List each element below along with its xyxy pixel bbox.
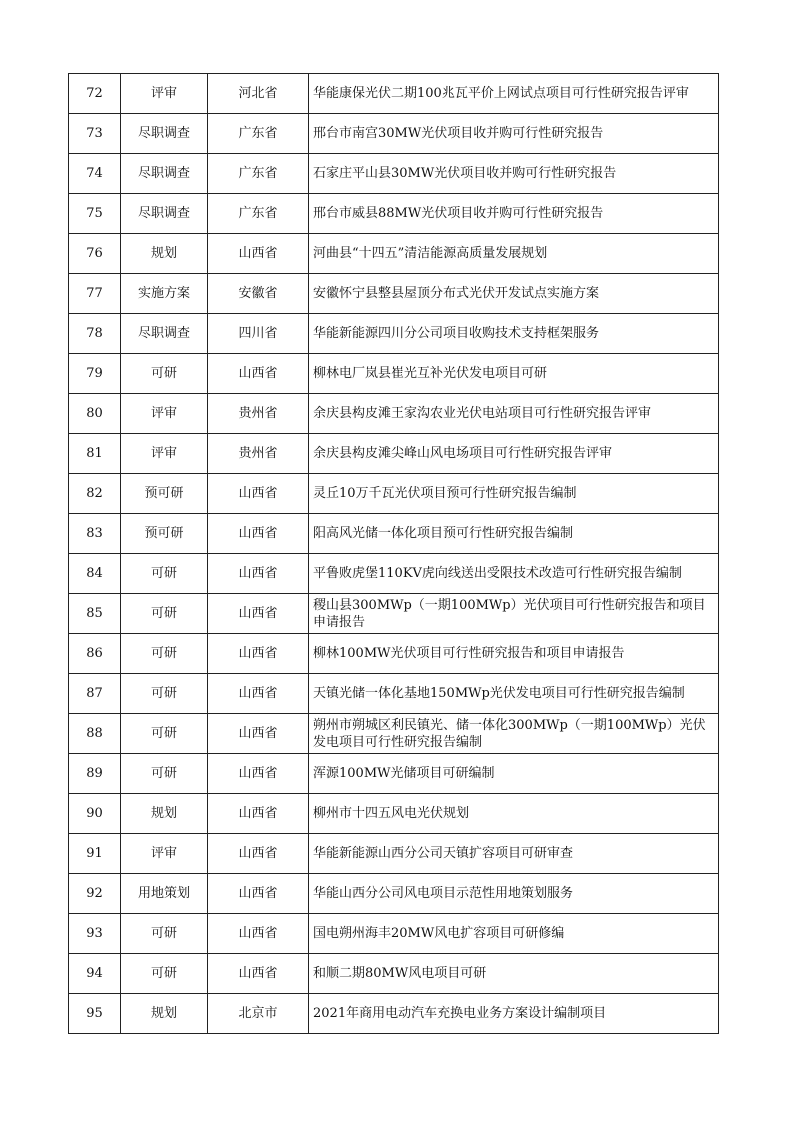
project-type-cell: 规划 [121, 994, 208, 1034]
project-name-cell: 浑源100MW光储项目可研编制 [309, 754, 719, 794]
table-row [69, 514, 719, 554]
project-type-cell: 可研 [121, 914, 208, 954]
project-name-cell: 稷山县300MWp（一期100MWp）光伏项目可行性研究报告和项目申请报告 [309, 594, 719, 634]
row-number-cell: 75 [69, 194, 121, 234]
project-name-cell: 柳林电厂岚县崔光互补光伏发电项目可研 [309, 354, 719, 394]
table-row [69, 434, 719, 474]
project-name-cell: 石家庄平山县30MW光伏项目收并购可行性研究报告 [309, 154, 719, 194]
project-type-cell: 评审 [121, 74, 208, 114]
project-type-cell: 预可研 [121, 474, 208, 514]
table-row [69, 474, 719, 514]
table-row [69, 914, 719, 954]
project-name-cell: 阳高风光储一体化项目预可行性研究报告编制 [309, 514, 719, 554]
project-name-cell: 河曲县“十四五”清洁能源高质量发展规划 [309, 234, 719, 274]
project-table-body [69, 74, 719, 1034]
project-name-cell: 余庆县构皮滩尖峰山风电场项目可行性研究报告评审 [309, 434, 719, 474]
row-number-cell: 88 [69, 714, 121, 754]
province-cell: 安徽省 [208, 274, 309, 314]
row-number-cell: 77 [69, 274, 121, 314]
project-table [68, 73, 719, 1034]
table-row [69, 594, 719, 634]
row-number-cell: 94 [69, 954, 121, 994]
row-number-cell: 78 [69, 314, 121, 354]
project-type-cell: 可研 [121, 634, 208, 674]
table-row [69, 74, 719, 114]
project-type-cell: 实施方案 [121, 274, 208, 314]
table-row [69, 114, 719, 154]
province-cell: 山西省 [208, 674, 309, 714]
project-type-cell: 可研 [121, 554, 208, 594]
project-type-cell: 可研 [121, 354, 208, 394]
row-number-cell: 84 [69, 554, 121, 594]
project-name-cell: 2021年商用电动汽车充换电业务方案设计编制项目 [309, 994, 719, 1034]
table-row [69, 154, 719, 194]
row-number-cell: 73 [69, 114, 121, 154]
project-type-cell: 尽职调查 [121, 314, 208, 354]
province-cell: 山西省 [208, 834, 309, 874]
table-row [69, 954, 719, 994]
table-row [69, 794, 719, 834]
project-type-cell: 评审 [121, 434, 208, 474]
row-number-cell: 80 [69, 394, 121, 434]
project-name-cell: 华能山西分公司风电项目示范性用地策划服务 [309, 874, 719, 914]
table-row [69, 994, 719, 1034]
row-number-cell: 90 [69, 794, 121, 834]
row-number-cell: 85 [69, 594, 121, 634]
project-type-cell: 评审 [121, 834, 208, 874]
project-type-cell: 可研 [121, 954, 208, 994]
project-type-cell: 用地策划 [121, 874, 208, 914]
project-name-cell: 华能新能源山西分公司天镇扩容项目可研审查 [309, 834, 719, 874]
province-cell: 山西省 [208, 594, 309, 634]
project-type-cell: 规划 [121, 234, 208, 274]
row-number-cell: 87 [69, 674, 121, 714]
table-row [69, 314, 719, 354]
project-type-cell: 尽职调查 [121, 154, 208, 194]
row-number-cell: 89 [69, 754, 121, 794]
table-row [69, 714, 719, 754]
province-cell: 四川省 [208, 314, 309, 354]
table-row [69, 874, 719, 914]
province-cell: 广东省 [208, 154, 309, 194]
province-cell: 山西省 [208, 634, 309, 674]
table-row [69, 554, 719, 594]
table-row [69, 674, 719, 714]
project-name-cell: 安徽怀宁县整县屋顶分布式光伏开发试点实施方案 [309, 274, 719, 314]
province-cell: 山西省 [208, 754, 309, 794]
project-name-cell: 邢台市威县88MW光伏项目收并购可行性研究报告 [309, 194, 719, 234]
province-cell: 山西省 [208, 554, 309, 594]
project-name-cell: 柳林100MW光伏项目可行性研究报告和项目申请报告 [309, 634, 719, 674]
project-name-cell: 灵丘10万千瓦光伏项目预可行性研究报告编制 [309, 474, 719, 514]
project-name-cell: 华能新能源四川分公司项目收购技术支持框架服务 [309, 314, 719, 354]
project-name-cell: 天镇光储一体化基地150MWp光伏发电项目可行性研究报告编制 [309, 674, 719, 714]
project-type-cell: 可研 [121, 594, 208, 634]
project-type-cell: 预可研 [121, 514, 208, 554]
table-row [69, 274, 719, 314]
row-number-cell: 86 [69, 634, 121, 674]
province-cell: 广东省 [208, 194, 309, 234]
province-cell: 山西省 [208, 234, 309, 274]
project-name-cell: 平鲁败虎堡110KV虎向线送出受限技术改造可行性研究报告编制 [309, 554, 719, 594]
province-cell: 山西省 [208, 954, 309, 994]
project-name-cell: 柳州市十四五风电光伏规划 [309, 794, 719, 834]
table-row [69, 194, 719, 234]
province-cell: 山西省 [208, 514, 309, 554]
province-cell: 山西省 [208, 474, 309, 514]
project-type-cell: 规划 [121, 794, 208, 834]
project-name-cell: 余庆县构皮滩王家沟农业光伏电站项目可行性研究报告评审 [309, 394, 719, 434]
project-type-cell: 尽职调查 [121, 114, 208, 154]
table-row [69, 394, 719, 434]
province-cell: 山西省 [208, 354, 309, 394]
province-cell: 山西省 [208, 914, 309, 954]
project-type-cell: 评审 [121, 394, 208, 434]
project-type-cell: 可研 [121, 714, 208, 754]
province-cell: 山西省 [208, 794, 309, 834]
province-cell: 广东省 [208, 114, 309, 154]
row-number-cell: 92 [69, 874, 121, 914]
province-cell: 山西省 [208, 714, 309, 754]
project-type-cell: 尽职调查 [121, 194, 208, 234]
row-number-cell: 93 [69, 914, 121, 954]
province-cell: 山西省 [208, 874, 309, 914]
row-number-cell: 95 [69, 994, 121, 1034]
project-name-cell: 朔州市朔城区利民镇光、储一体化300MWp（一期100MWp）光伏发电项目可行性研究报告编制 [309, 714, 719, 754]
row-number-cell: 74 [69, 154, 121, 194]
row-number-cell: 83 [69, 514, 121, 554]
row-number-cell: 91 [69, 834, 121, 874]
row-number-cell: 82 [69, 474, 121, 514]
table-row [69, 754, 719, 794]
project-type-cell: 可研 [121, 754, 208, 794]
row-number-cell: 79 [69, 354, 121, 394]
row-number-cell: 81 [69, 434, 121, 474]
project-name-cell: 和顺二期80MW风电项目可研 [309, 954, 719, 994]
table-row [69, 634, 719, 674]
table-row [69, 234, 719, 274]
province-cell: 河北省 [208, 74, 309, 114]
project-name-cell: 华能康保光伏二期100兆瓦平价上网试点项目可行性研究报告评审 [309, 74, 719, 114]
row-number-cell: 72 [69, 74, 121, 114]
province-cell: 北京市 [208, 994, 309, 1034]
province-cell: 贵州省 [208, 434, 309, 474]
row-number-cell: 76 [69, 234, 121, 274]
province-cell: 贵州省 [208, 394, 309, 434]
table-row [69, 834, 719, 874]
project-type-cell: 可研 [121, 674, 208, 714]
table-row [69, 354, 719, 394]
project-name-cell: 邢台市南宫30MW光伏项目收并购可行性研究报告 [309, 114, 719, 154]
project-name-cell: 国电朔州海丰20MW风电扩容项目可研修编 [309, 914, 719, 954]
